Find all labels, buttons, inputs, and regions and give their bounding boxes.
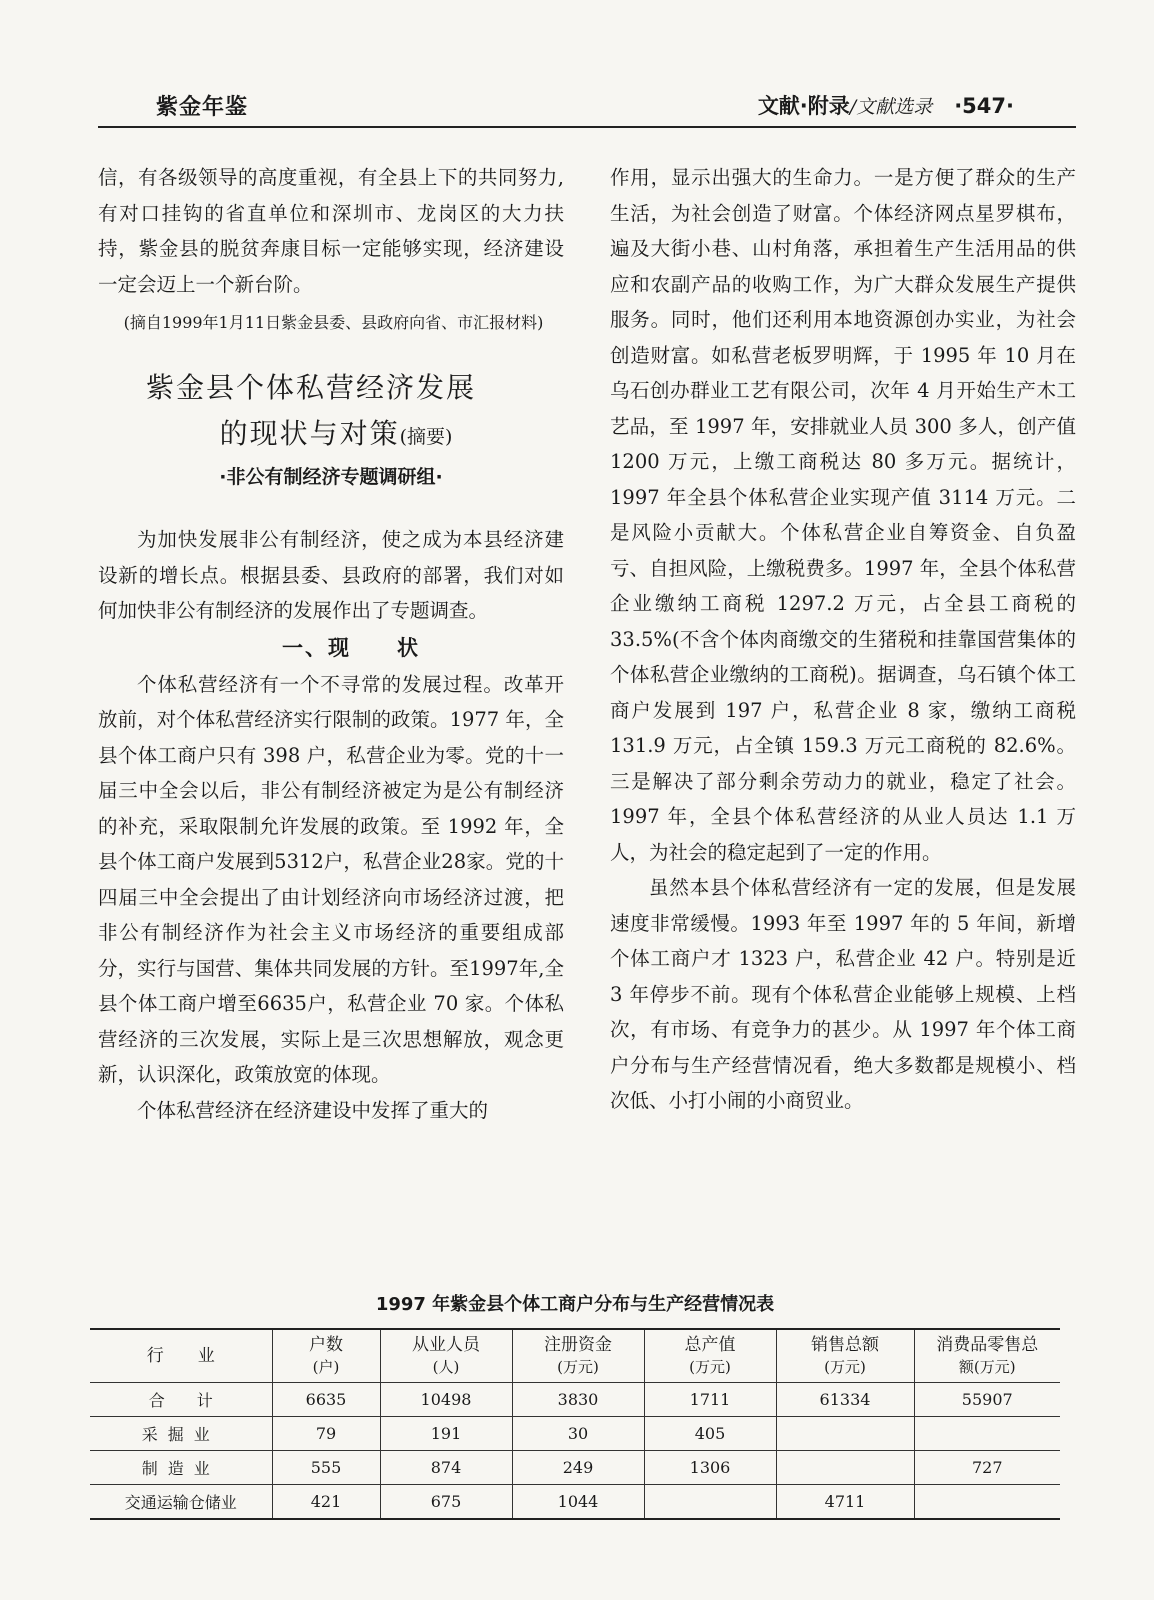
table-cell: 61334: [776, 1383, 914, 1417]
header-employees: [380, 1329, 512, 1383]
header-label: 销售总额: [811, 1335, 879, 1355]
table-cell: [776, 1417, 914, 1451]
statistics-table-section: [90, 1290, 1060, 1520]
table-cell: 1711: [644, 1383, 776, 1417]
table-cell: 249: [512, 1451, 644, 1485]
header-label: 总产值: [684, 1335, 736, 1355]
table-cell: 30: [512, 1417, 644, 1451]
table-cell: [776, 1451, 914, 1485]
header-unit: 额(万元): [958, 1358, 1016, 1376]
table-cell: 555: [272, 1451, 380, 1485]
article-title-line1: 紫金县个体私营经济发展: [145, 371, 476, 404]
table-cell: 1306: [644, 1451, 776, 1485]
continued-paragraph: 信，有各级领导的高度重视，有全县上下的共同努力,有对口挂钩的省直单位和深圳市、龙岗区的大力扶持，紫金县的脱贫奔康目标一定能够实现，经济建设一定会迈上一个新台阶。: [98, 166, 564, 296]
header-unit: (万元): [824, 1358, 866, 1376]
table-row: [90, 1417, 1060, 1451]
intro-paragraph: 为加快发展非公有制经济，使之成为本县经济建设新的增长点。根据县委、县政府的部署，我们对如何加快非公有制经济的发展作出了专题调查。: [98, 528, 564, 622]
body-paragraph-2-start: 个体私营经济在经济建设中发挥了重大的: [137, 1098, 489, 1122]
subsection-name: /文献选录: [849, 96, 933, 118]
body-paragraph-1: 个体私营经济有一个不寻常的发展过程。改革开放前，对个体私营经济实行限制的政策。1977 年，全县个体工商户只有 398 户，私营企业为零。党的十一届三中全会以后，非公有制经济被定为是公有制经济的补充，采取限制允许发展的政策。至 1992 年，全县个体工商户发展到5312户，私营企业28家。党的十四届三中全会提出了由计划经济向市场经济过渡，把非公有制经济作为社会主义市场经济的重要组成部分，实行与国营、集体共同发展的方针。至1997年,全县个体工商户增至6635户，私营企业 70 家。个体私营经济的三次发展，实际上是三次思想解放，观念更新，认识深化，政策放宽的体现。: [98, 672, 564, 1086]
table-cell: 6635: [272, 1383, 380, 1417]
section-heading: 一、现 状: [282, 635, 420, 660]
header-sales-total: [776, 1329, 914, 1383]
header-label: 从业人员: [412, 1335, 480, 1355]
table-cell: 10498: [380, 1383, 512, 1417]
table-cell: 727: [914, 1451, 1060, 1485]
header-retail-total: [914, 1329, 1060, 1383]
table-cell: [644, 1485, 776, 1520]
table-cell-industry: 采掘业: [90, 1417, 272, 1451]
header-label: 消费品零售总: [936, 1335, 1039, 1355]
table-cell: 191: [380, 1417, 512, 1451]
header-unit: (万元): [689, 1358, 731, 1376]
table-cell: 79: [272, 1417, 380, 1451]
header-output-value: [644, 1329, 776, 1383]
table-cell-industry: 合 计: [90, 1383, 272, 1417]
statistics-table: [90, 1328, 1060, 1520]
table-cell-industry: 交通运输仓储业: [90, 1485, 272, 1520]
table-cell: 55907: [914, 1383, 1060, 1417]
page-number: ·547·: [954, 94, 1014, 118]
table-cell: [914, 1417, 1060, 1451]
table-cell: 405: [644, 1417, 776, 1451]
body-paragraph-2-cont: 作用，显示出强大的生命力。一是方便了群众的生产生活，为社会创造了财富。个体经济网点星罗棋布，遍及大街小巷、山村角落，承担着生产生活用品的供应和农副产品的收购工作，为广大群众发展生产提供服务。同时，他们还利用本地资源创办实业，为社会创造财富。如私营老板罗明辉，于 1995 年 10 月在乌石创办群业工艺有限公司，次年 4 月开始生产木工艺品，至 1997 年，安排就业人员 300 多人，创产值 1200 万元，上缴工商税达 80 多万元。据统计，1997 年全县个体私营企业实现产值 3114 万元。二是风险小贡献大。个体私营企业自筹资金、自负盈亏、自担风险，上缴税费多。1997 年，全县个体私营企业缴纳工商税 1297.2 万元，占全县工商税的 33.5%(不含个体肉商缴交的生猪税和挂靠国营集体的个体私营企业缴纳的工商税)。据调查，乌石镇个体工商户发展到 197 户，私营企业 8 家，缴纳工商税 131.9 万元，占全镇 159.3 万元工商税的 82.6%。三是解决了部分剩余劳动力的就业，稳定了社会。1997 年，全县个体私营经济的从业人员达 1.1 万人，为社会的稳定起到了一定的作用。: [610, 166, 1076, 864]
header-registered-capital: [512, 1329, 644, 1383]
section-name: 文献·附录: [757, 94, 850, 118]
section-path: [758, 90, 1014, 120]
header-industry: [90, 1329, 272, 1383]
table-cell: 675: [380, 1485, 512, 1520]
table-cell-industry: 制造业: [90, 1451, 272, 1485]
header-label: 户数: [309, 1335, 343, 1355]
table-cell: 1044: [512, 1485, 644, 1520]
table-cell: [914, 1485, 1060, 1520]
article-author: ·非公有制经济专题调研组·: [219, 466, 443, 488]
table-row: [90, 1451, 1060, 1485]
left-column: [98, 160, 564, 1128]
header-label: 注册资金: [544, 1335, 612, 1355]
table-row: [90, 1485, 1060, 1520]
header-unit: (万元): [557, 1358, 599, 1376]
right-column: [610, 160, 1076, 1119]
table-title: 1997 年紫金县个体工商户分布与生产经营情况表: [375, 1294, 775, 1315]
header-unit: (户): [312, 1358, 340, 1376]
header-households: [272, 1329, 380, 1383]
article-title: [98, 365, 564, 460]
book-title: 紫金年鉴: [156, 95, 249, 120]
table-cell: 4711: [776, 1485, 914, 1520]
page-header: [98, 86, 1076, 128]
table-cell: 3830: [512, 1383, 644, 1417]
header-label: 行 业: [146, 1346, 215, 1366]
table-cell: 421: [272, 1485, 380, 1520]
table-header-row: [90, 1329, 1060, 1383]
table-cell: 874: [380, 1451, 512, 1485]
source-note: (摘自1999年1月11日紫金县委、县政府向省、市汇报材料): [123, 313, 544, 332]
table-row: [90, 1383, 1060, 1417]
article-title-line2-wrap: [98, 411, 564, 460]
header-unit: (人): [432, 1358, 460, 1376]
article-title-suffix: (摘要): [399, 426, 453, 448]
body-paragraph-3: 虽然本县个体私营经济有一定的发展，但是发展速度非常缓慢。1993 年至 1997 年的 5 年间，新增个体工商户才 1323 户，私营企业 42 户。特别是近 3 年停步不前。现有个体私营企业能够上规模、上档次，有市场、有竞争力的甚少。从 1997 年个体工商户分布与生产经营情况看，绝大多数都是规模小、档次低、小打小闹的小商贸业。: [610, 876, 1076, 1112]
article-title-line2: 的现状与对策: [219, 417, 400, 450]
